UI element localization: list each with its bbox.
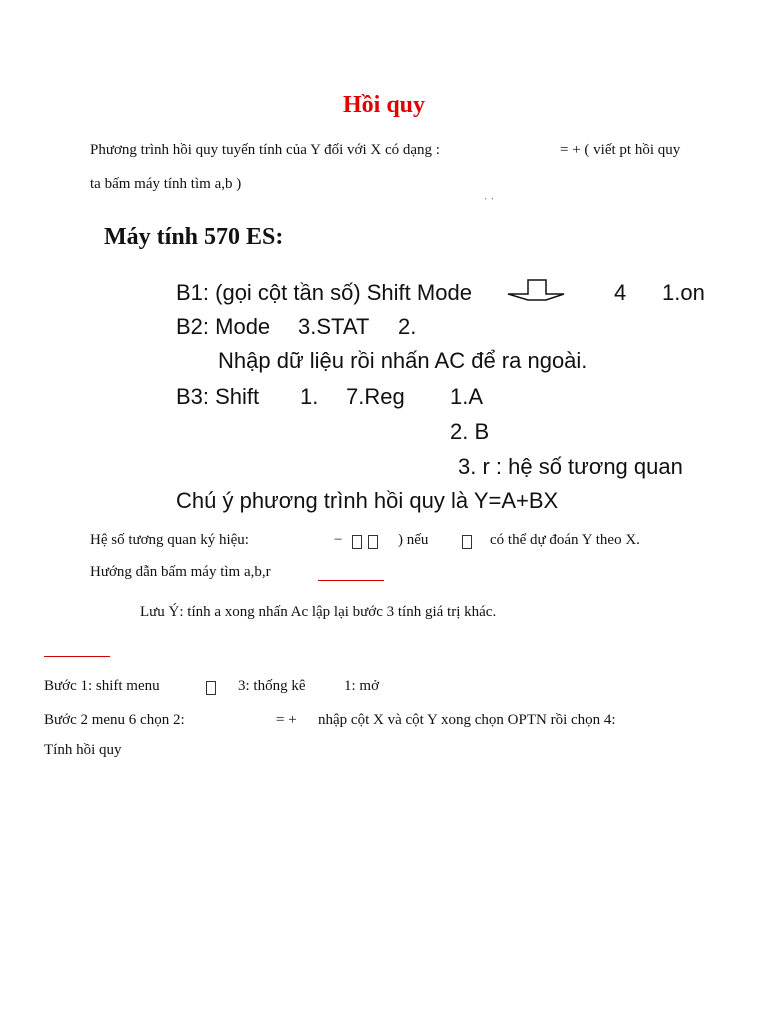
missing-glyph-icon xyxy=(352,535,362,553)
b3-label: B3: Shift xyxy=(176,384,260,409)
step2-line-2: Tính hồi quy xyxy=(44,742,122,758)
corr-dash: − xyxy=(334,532,343,548)
b2-stat: 3.STAT xyxy=(298,314,370,339)
b3-r: 3. r : hệ số tương quan xyxy=(458,454,683,479)
b1-label: B1: (gọi cột tần số) Shift Mode xyxy=(176,280,472,305)
intro-line-1a: Phương trình hồi quy tuyến tính của Y đối với X có dạng : xyxy=(90,142,440,158)
b3-reg: 7.Reg xyxy=(346,384,405,409)
step1-a: Bước 1: shift menu xyxy=(44,678,160,694)
corr-rest: có thể dự đoán Y theo X. xyxy=(490,532,640,548)
luu-y-note: Lưu Ý: tính a xong nhấn Ac lập lại bước 3 tính giá trị khác. xyxy=(140,604,497,620)
intro-line-2: ta bấm máy tính tìm a,b ) xyxy=(90,176,242,192)
step1-b: 3: thống kê xyxy=(238,678,306,694)
step1-c: 1: mở xyxy=(344,678,380,694)
calc-note: Chú ý phương trình hồi quy là Y=A+BX xyxy=(176,488,559,513)
intro-marks: ˈ ˈ xyxy=(484,196,495,208)
intro-line-1b: = + ( viết pt hồi quy xyxy=(560,142,681,158)
corr-label: Hệ số tương quan ký hiệu: xyxy=(90,532,249,548)
corr-paren: ) nếu xyxy=(398,532,429,548)
b3-one: 1. xyxy=(300,384,319,409)
b1-number-4: 4 xyxy=(614,280,627,305)
b2-label: B2: Mode xyxy=(176,314,271,339)
page-title: Hồi quy xyxy=(342,92,426,118)
missing-glyph-icon xyxy=(206,681,216,699)
missing-glyph-icon xyxy=(462,535,472,553)
b2-line-2: Nhập dữ liệu rồi nhấn AC để ra ngoài. xyxy=(218,348,588,373)
red-divider xyxy=(44,656,110,657)
guide-text: Hướng dẫn bấm máy tìm a,b,r xyxy=(90,564,271,580)
missing-glyph-icon xyxy=(368,535,378,553)
step2-c: nhập cột X và cột Y xong chọn OPTN rồi chọn 4: xyxy=(318,712,616,728)
calc-heading: Máy tính 570 ES: xyxy=(104,224,284,250)
arrow-down-icon xyxy=(506,276,568,302)
b1-on: 1.on xyxy=(662,280,705,305)
b3-b: 2. B xyxy=(450,419,490,444)
red-underline xyxy=(318,580,384,581)
step2-b: = + xyxy=(276,712,297,728)
step2-a: Bước 2 menu 6 chọn 2: xyxy=(44,712,185,728)
b2-two: 2. xyxy=(398,314,417,339)
b3-a: 1.A xyxy=(450,384,484,409)
